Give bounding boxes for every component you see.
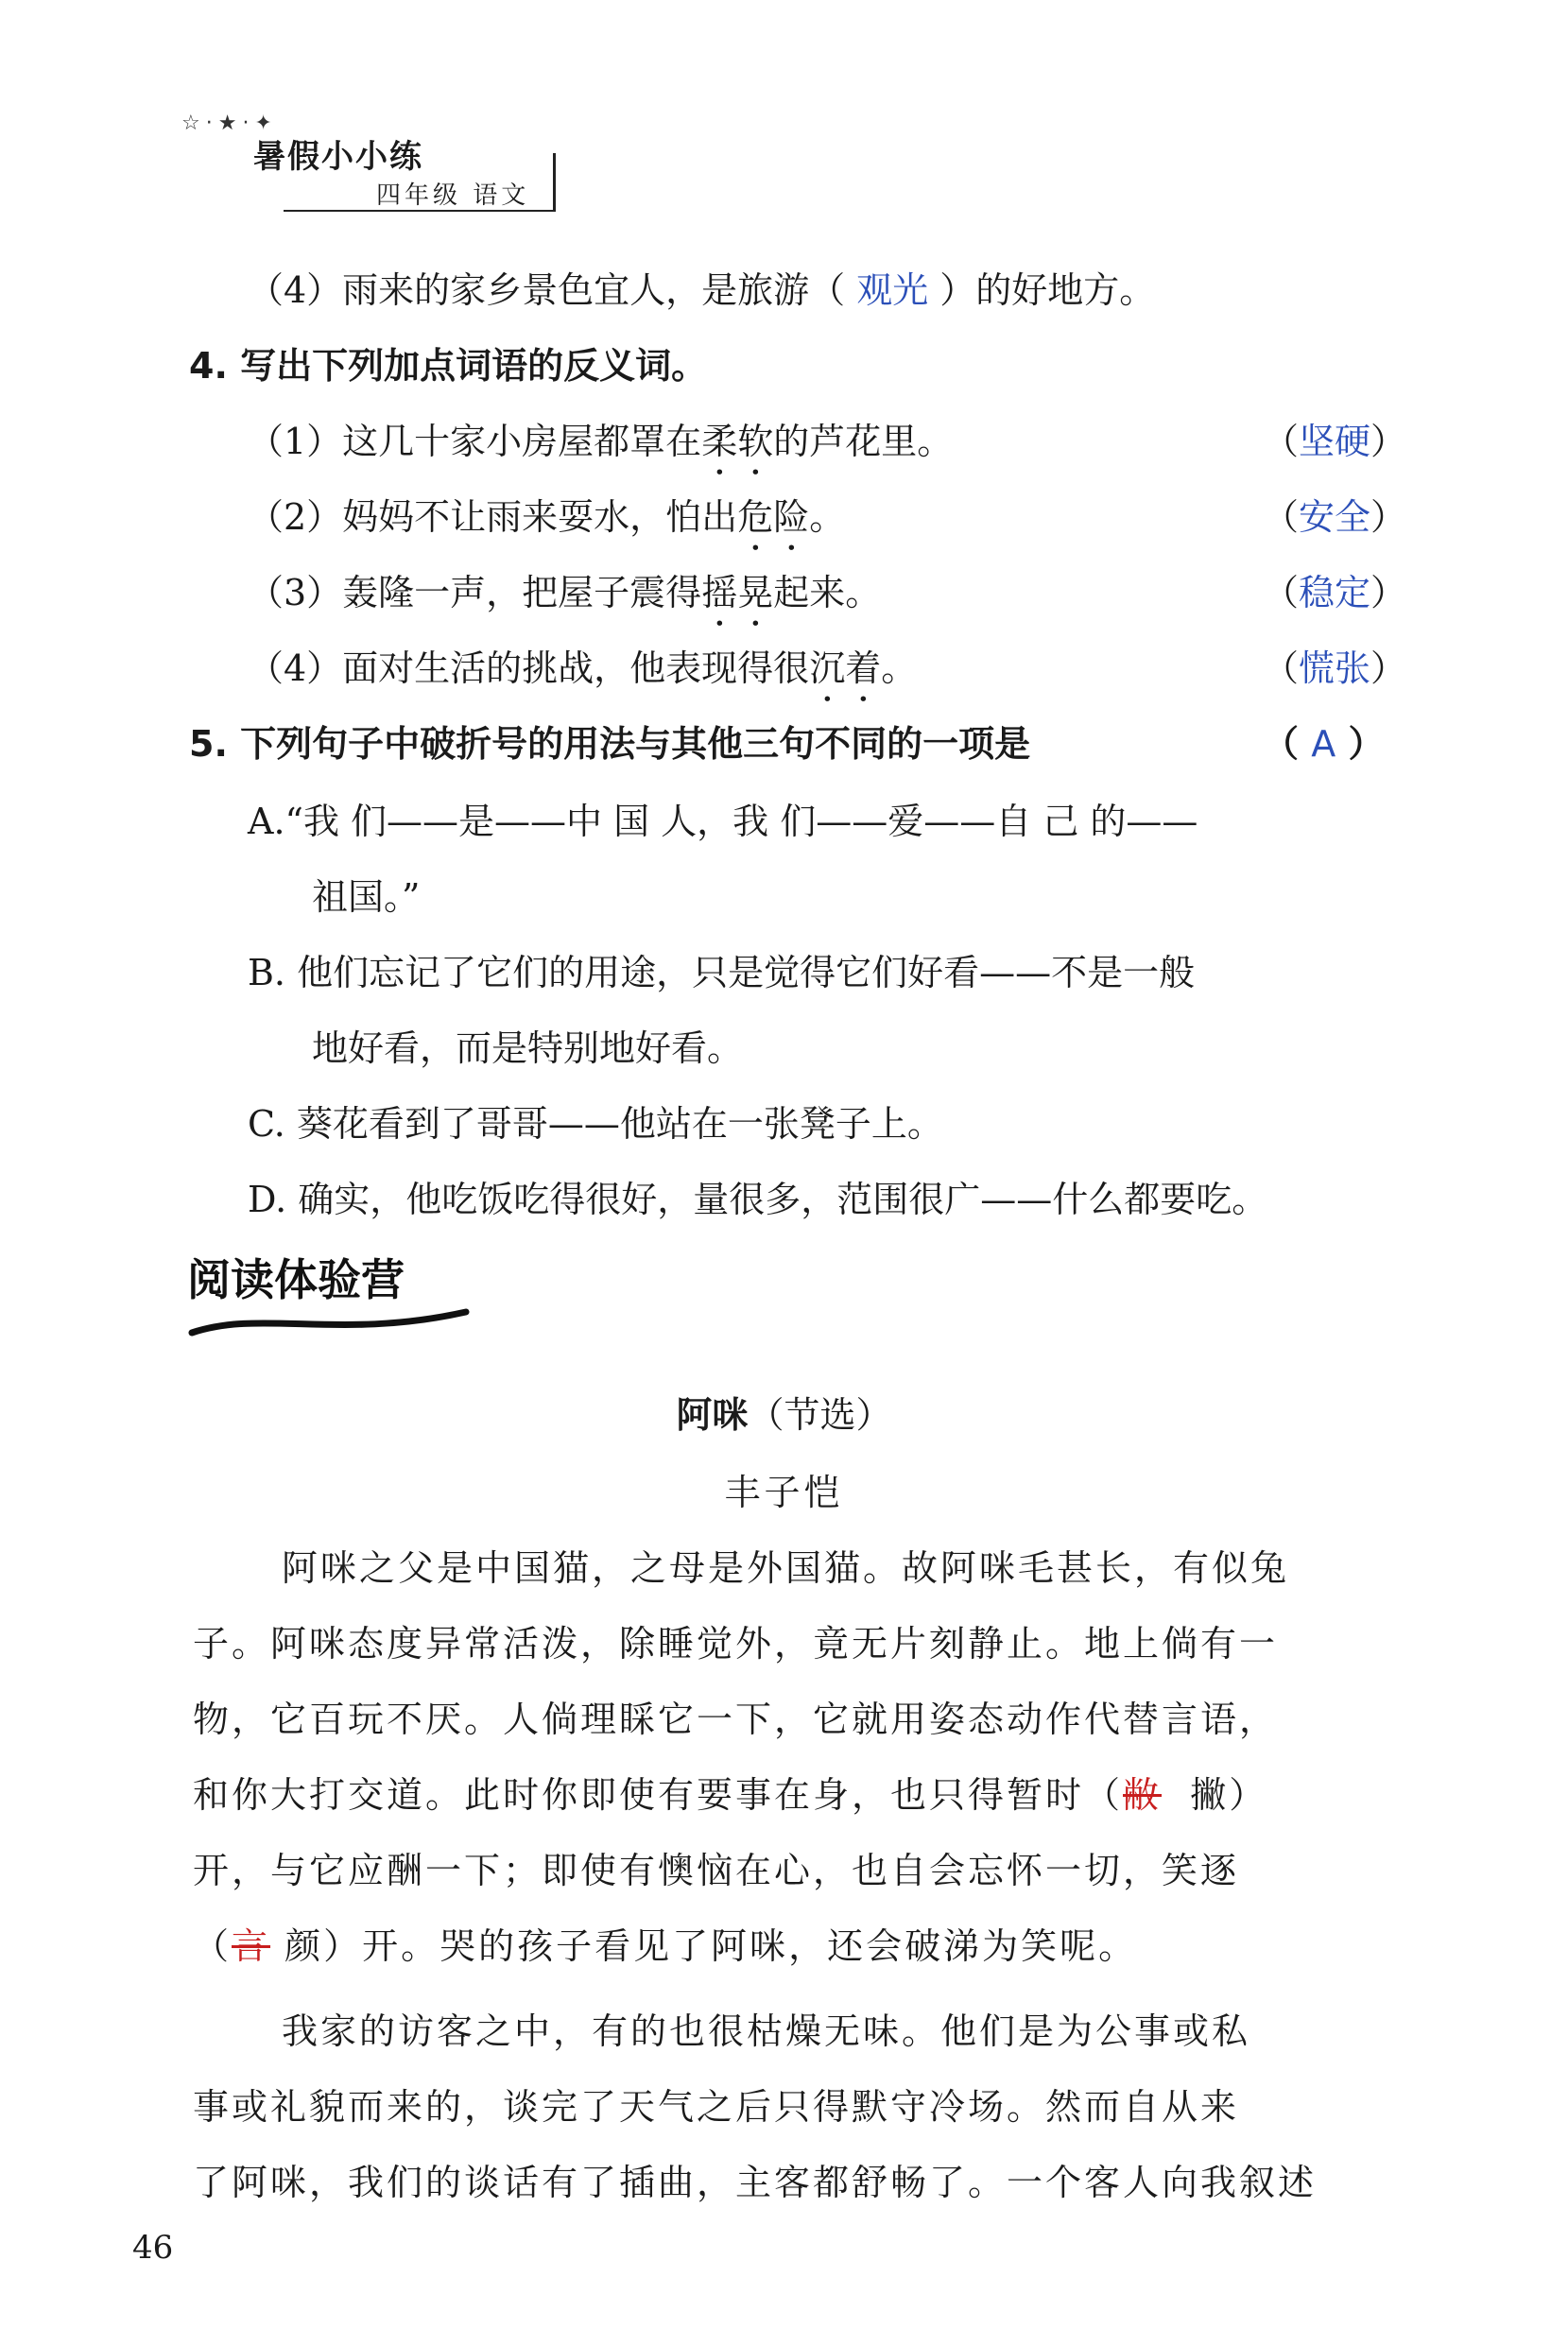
page-number: 46 bbox=[132, 2229, 174, 2267]
reading-para1-line4 bbox=[193, 1766, 1267, 1818]
q3-item-4-answer: 观光 bbox=[856, 269, 929, 311]
q4-item-3-pre: （3）轰隆一声，把屋子震得 bbox=[248, 572, 702, 613]
reading-para1-line4-correct: 撇） bbox=[1190, 1774, 1268, 1816]
reading-para2-line2: 事或礼貌而来的，谈完了天气之后只得默守冷场。然而自从来 bbox=[193, 2086, 1240, 2128]
q5-option-b-line1: B. 他们忘记了它们的用途，只是觉得它们好看——不是一般 bbox=[248, 952, 1196, 993]
q3-item-4-text-before: （4）雨来的家乡景色宜人，是旅游（ bbox=[248, 269, 846, 311]
q5-option-b-line2: 地好看，而是特别地好看。 bbox=[312, 1027, 744, 1069]
q4-item-2-post: 。 bbox=[809, 496, 846, 538]
q5-option-a-line2: 祖国。” bbox=[312, 876, 421, 918]
q4-item-2-dotted-word: 危险 bbox=[737, 496, 810, 538]
q4-item-2 bbox=[248, 488, 845, 559]
reading-author: 丰子恺 bbox=[724, 1472, 844, 1513]
q4-item-1-pre: （1）这几十家小房屋都罩在 bbox=[248, 421, 702, 462]
reading-title-suffix: （节选） bbox=[748, 1394, 892, 1436]
reading-para1-line5: 开，与它应酬一下；即使有懊恼在心，也自会忘怀一切，笑逐 bbox=[193, 1850, 1240, 1891]
q4-item-4-answer: （慌张） bbox=[1263, 647, 1407, 689]
header-subtitle: 四年级 语文 bbox=[376, 181, 530, 210]
q4-item-3-post: 起来。 bbox=[773, 572, 882, 613]
q4-item-4-answer-text: 慌张 bbox=[1299, 647, 1371, 689]
q4-item-1-post: 的芦花里。 bbox=[773, 421, 954, 462]
q4-item-2-pre: （2）妈妈不让雨来耍水，怕出 bbox=[248, 496, 738, 538]
reading-para1-line6 bbox=[193, 1917, 1137, 1969]
section-badge: 阅读体验营 bbox=[187, 1254, 405, 1305]
reading-para1-line1: 阿咪之父是中国猫，之母是外国猫。故阿咪毛甚长，有似兔 bbox=[282, 1547, 1290, 1589]
q4-item-3-dotted-word: 摇晃 bbox=[701, 572, 774, 613]
reading-para1-line6-post: 颜）开。哭的孩子看见了阿咪，还会破涕为笑呢。 bbox=[270, 1925, 1138, 1967]
q4-item-4-post: 。 bbox=[881, 647, 918, 689]
q4-title: 4. 写出下列加点词语的反义词。 bbox=[189, 345, 708, 387]
q4-item-4-dotted-word: 沉着 bbox=[809, 647, 882, 689]
reading-para2-line1: 我家的访客之中，有的也很枯燥无味。他们是为公事或私 bbox=[282, 2010, 1251, 2052]
q4-item-1-answer: （坚硬） bbox=[1263, 421, 1407, 462]
q4-item-4 bbox=[248, 639, 917, 710]
q5-option-c: C. 葵花看到了哥哥——他站在一张凳子上。 bbox=[248, 1103, 943, 1145]
q5-option-d: D. 确实，他吃饭吃得很好，量很多，范围很广——什么都要吃。 bbox=[248, 1179, 1268, 1220]
header-divider bbox=[553, 153, 556, 212]
q4-item-1 bbox=[248, 412, 953, 483]
q4-item-3 bbox=[248, 563, 881, 634]
q4-item-2-answer: （安全） bbox=[1263, 496, 1407, 538]
q3-item-4 bbox=[248, 261, 1155, 313]
q4-item-3-answer-text: 稳定 bbox=[1299, 572, 1371, 613]
q3-item-4-text-after: ）的好地方。 bbox=[939, 269, 1156, 311]
q5-answer: A bbox=[1311, 723, 1336, 765]
correction-strikethrough: 敝 bbox=[1123, 1774, 1163, 1816]
q4-item-2-answer-text: 安全 bbox=[1299, 496, 1371, 538]
reading-title-main: 阿咪 bbox=[676, 1394, 749, 1436]
correction-strikethrough: 言 bbox=[232, 1925, 271, 1967]
reading-title bbox=[0, 1386, 1568, 1438]
reading-para2-line3: 了阿咪，我们的谈话有了插曲，主客都舒畅了。一个客人向我叙述 bbox=[193, 2162, 1318, 2203]
reading-para1-line3: 物，它百玩不厌。人倘理睬它一下，它就用姿态动作代替言语， bbox=[193, 1699, 1279, 1740]
q5-option-a-line1: A.“我 们——是——中 国 人，我 们——爱——自 己 的—— bbox=[248, 801, 1198, 842]
reading-para1-line6-pre: （ bbox=[193, 1925, 233, 1967]
q4-item-1-answer-text: 坚硬 bbox=[1299, 421, 1371, 462]
q4-item-3-answer: （稳定） bbox=[1263, 572, 1407, 613]
reading-para1-line2: 子。阿咪态度异常活泼，除睡觉外，竟无片刻静止。地上倘有一 bbox=[193, 1623, 1279, 1665]
q5-title: 5. 下列句子中破折号的用法与其他三句不同的一项是 bbox=[189, 723, 1031, 765]
header-title: 暑假小小练 bbox=[253, 138, 423, 176]
reading-para1-line4-pre: 和你大打交道。此时你即使有要事在身，也只得暂时（ bbox=[193, 1774, 1124, 1816]
q4-item-4-pre: （4）面对生活的挑战，他表现得很 bbox=[248, 647, 810, 689]
q4-item-1-dotted-word: 柔软 bbox=[701, 421, 774, 462]
header-stars-decoration: ☆·★·✦ bbox=[181, 112, 278, 135]
q5-answer-bracket: （ A ） bbox=[1263, 723, 1385, 765]
section-swoosh-decoration bbox=[187, 1304, 471, 1342]
